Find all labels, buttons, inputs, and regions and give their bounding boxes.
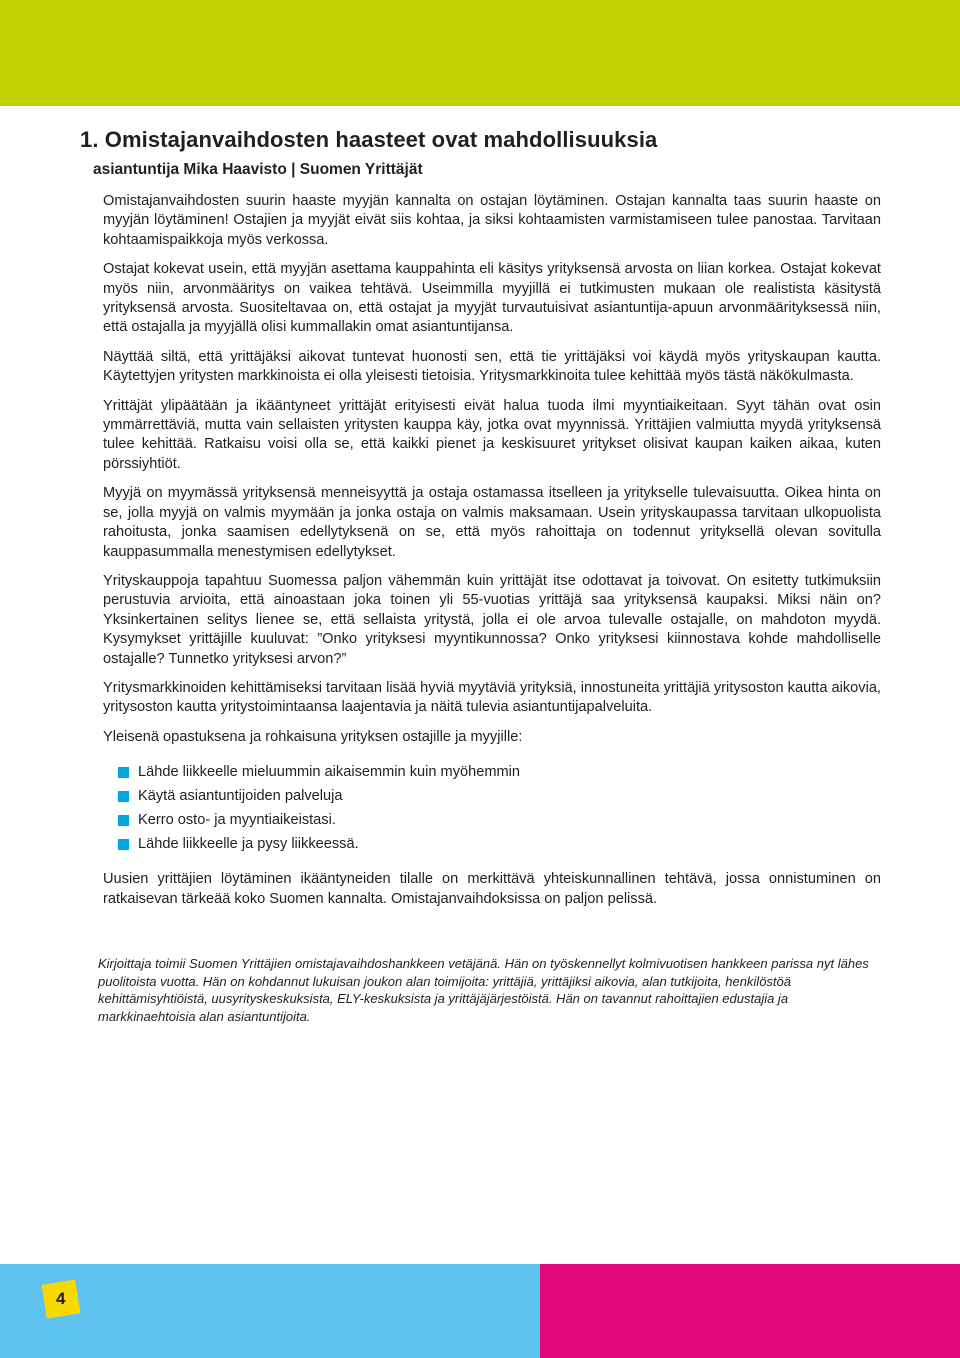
list-item: [118, 787, 881, 806]
list-item-text: Kerro osto- ja myyntiaikeistasi.: [138, 812, 336, 829]
paragraph: Yleisenä opastuksena ja rohkaisuna yrityksen ostajille ja myyjille:: [103, 728, 523, 745]
list-item: [118, 763, 881, 782]
paragraph: Myyjä on myymässä yrityksensä menneisyyttä ja ostaja ostamassa itselleen ja yritykselle tulevaisuutta. Oikea hinta on se, jolla myyjä on valmis myymään ja jonka ostaja on valmis maksamaan. Usein yrityskaupassa tarvitaan ulkopuolista rahoitusta, jonka saamisen edellytyksenä on se, että myös rahoittaja on todennut yrityksellä olevan sovitulla kauppasummalla menestymisen edellytykset.: [103, 485, 881, 560]
author-note: [98, 955, 881, 1025]
paragraph: Näyttää siltä, että yrittäjäksi aikovat tuntevat huonosti sen, että tie yrittäjäksi voi käydä myös yrityskaupan kautta. Käytettyjen yritysten markkinoista ei olla yleisesti tietoisia. Yritysmarkkinoita tulee kehittää myös tästä näkökulmasta.: [103, 348, 881, 385]
footer-pink-band: [540, 1264, 960, 1358]
square-bullet-icon: [118, 815, 129, 826]
square-bullet-icon: [118, 839, 129, 850]
author-note-text: Kirjoittaja toimii Suomen Yrittäjien omistajavaihdoshankkeen vetäjänä. Hän on työskennellyt kolmivuotisen hankkeen parissa nyt lähes puolitoista vuotta. Hän on kohdannut lukuisan joukon alan toimijoita: yrittäjiä, yrittäjiksi aikovia, alan tutkijoita, henkilöstöä kehittämisyhtiöistä, uusyrityskeskuksista, ELY-keskuksista ja yrittäjäjärjestöistä. Hän on tavannut rahoittajien edustajia ja markkinaehtoisia alan asiantuntijoita.: [98, 955, 869, 1024]
page-number: 4: [56, 1289, 66, 1308]
list-item: [118, 811, 881, 830]
paragraph: Yrityskauppoja tapahtuu Suomessa paljon vähemmän kuin yrittäjät itse odottavat ja toivovat. On esitetty tutkimuksiin perustuvia arvioita, että ainoastaan joka toinen yli 55-vuotias yrittäjä saa yrityksensä kaupaksi. Miksi näin on? Yksinkertainen selitys lienee se, että sellaista yritystä, jolla ei ole arvoa tulevalle ostajalle, on mahdoton myydä. Kysymykset yrittäjille kuuluvat: ”Onko yrityksesi myyntikunnossa? Onko yrityksesi kiinnostava kohde mahdolliselle ostajalle? Tunnetko yrityksesi arvon?”: [103, 572, 881, 667]
square-bullet-icon: [118, 767, 129, 778]
top-color-band: [0, 0, 960, 106]
paragraph: Omistajanvaihdosten suurin haaste myyjän kannalta on ostajan löytäminen. Ostajan kannalta taas suurin haaste on myyjän löytäminen! Ostajien ja myyjät eivät siis kohtaa, ja siksi kohtaamisten varmistamiseen tulee panostaa. Tarvitaan kohtaamispaikkoja myös verkossa.: [103, 193, 881, 248]
article-title: 1. Omistajanvaihdosten haasteet ovat mahdollisuuksia: [80, 127, 658, 152]
paragraph: Yritysmarkkinoiden kehittämiseksi tarvitaan lisää hyviä myytäviä yrityksiä, innostuneita yrittäjiä yritysoston kautta aikovia, yritysoston kautta yritystoimintaansa laajentavia ja näitä tulevia asiantuntijapalveluita.: [103, 679, 881, 716]
square-bullet-icon: [118, 791, 129, 802]
paragraph: Yrittäjät ylipäätään ja ikääntyneet yrittäjät erityisesti eivät halua tuoda ilmi myyntiaikeitaan. Syyt tähän ovat osin ymmärrettäviä, mutta vain sellaisten yritysten kauppa käy, jotka ovat myynnissä. Yrittäjien valmiutta myydä yrityksensä tulee kehittää. Ratkaisu voisi olla se, että kaikki pienet ja keskisuuret yritykset olisivat kaupan kaiken aikaa, kuten pörssiyhtiöt.: [103, 397, 881, 472]
advice-list: [118, 763, 881, 854]
list-item: [118, 835, 881, 854]
footer-blue-band: [0, 1264, 540, 1358]
article: [80, 126, 881, 1025]
article-byline: asiantuntija Mika Haavisto | Suomen Yrittäjät: [93, 161, 423, 178]
list-item-text: Lähde liikkeelle ja pysy liikkeessä.: [138, 836, 359, 853]
paragraph: Ostajat kokevat usein, että myyjän asettama kauppahinta eli käsitys yrityksensä arvosta on liian korkea. Ostajat kokevat myös niin, arvonmääritys on vaikea tehtävä. Useimmilla myyjillä ei tutkimusten mukaan ole realistista käsitystä yrityksensä arvosta. Suositeltavaa on, että ostajat ja myyjät turvautuisivat asiantuntija-apuun arvonmäärityksessä niin, että ostajalla ja myyjällä olisi kummallakin omat asiantuntijansa.: [103, 261, 881, 336]
closing-paragraph: Uusien yrittäjien löytäminen ikääntyneiden tilalle on merkittävä yhteiskunnallinen tehtävä, jossa onnistuminen on ratkaisevan tärkeää koko Suomen kannalta. Omistajanvaihdoksissa on paljon pelissä.: [103, 871, 881, 907]
list-item-text: Käytä asiantuntijoiden palveluja: [138, 788, 343, 805]
list-item-text: Lähde liikkeelle mieluummin aikaisemmin kuin myöhemmin: [138, 764, 521, 781]
page-number-badge: [42, 1280, 81, 1319]
